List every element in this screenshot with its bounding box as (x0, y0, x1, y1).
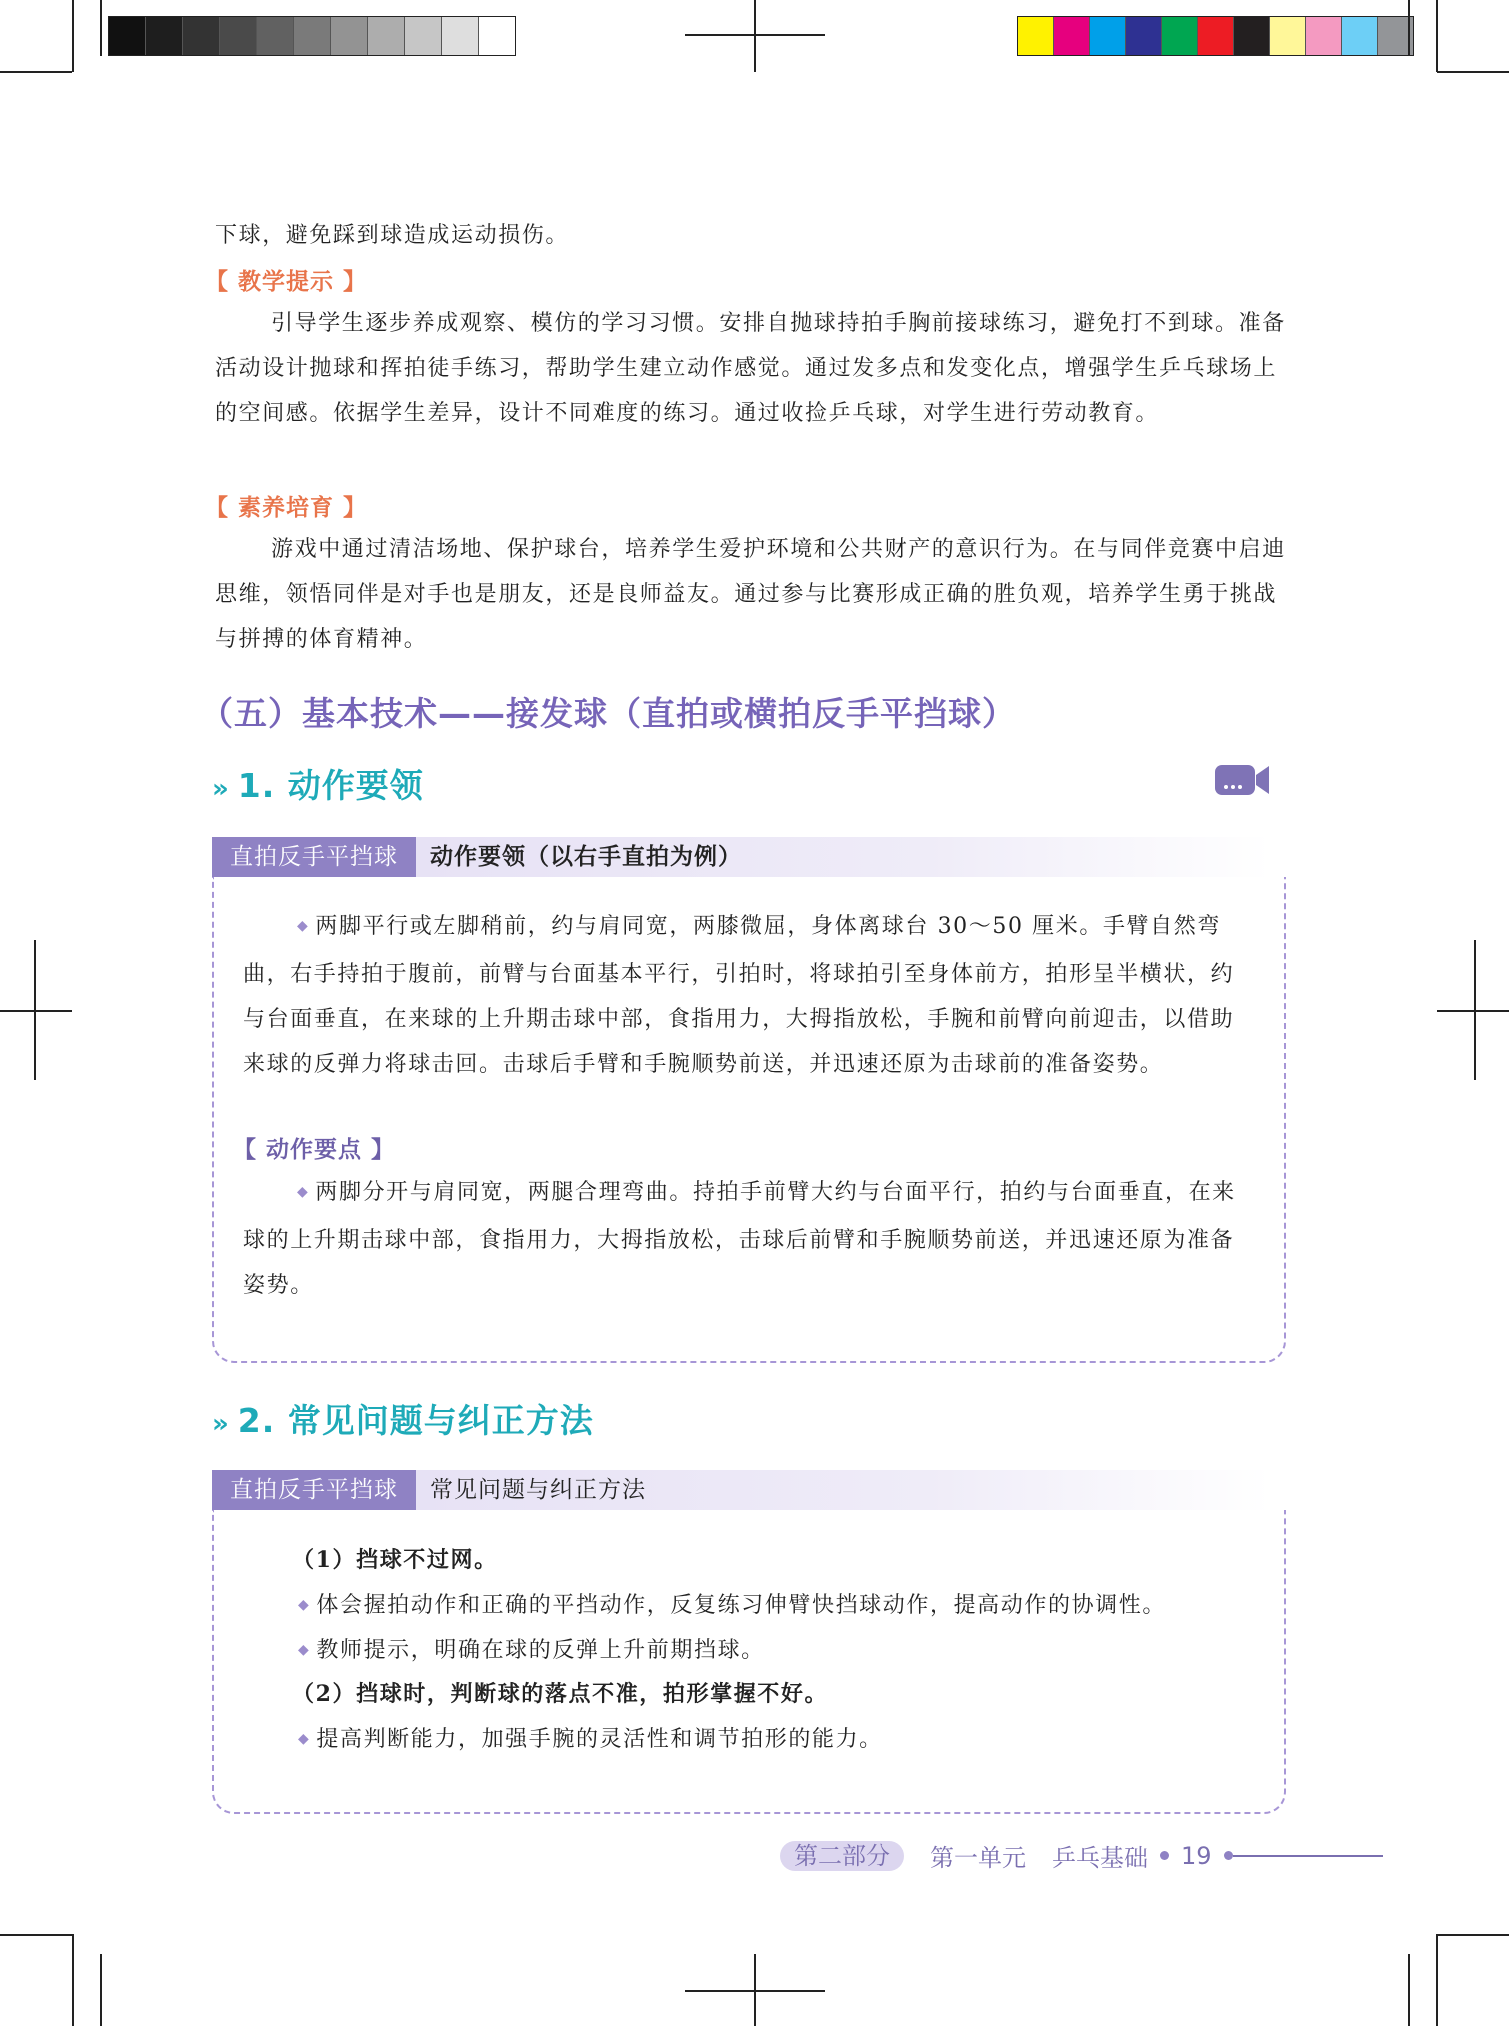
action-points-label: 【 动作要点 】 (233, 1137, 396, 1163)
footer-rule (1233, 1855, 1383, 1857)
footer-part: 第二部分 (780, 1841, 904, 1871)
subsection-1-heading (212, 760, 424, 807)
subsection-2-title: 2. 常见问题与纠正方法 (237, 1401, 594, 1440)
subsection-2-heading (212, 1395, 594, 1442)
literacy-label: 【 素养培育 】 (205, 495, 368, 521)
subsection-1-title: 1. 动作要领 (237, 766, 424, 805)
fix-1b (298, 1628, 1278, 1676)
intro-tail-text: 下球，避免踩到球造成运动损伤。 (215, 223, 570, 248)
fix-2a (298, 1717, 1278, 1765)
teaching-tip-text: 引导学生逐步养成观察、模仿的学习习惯。安排自抛球持拍手胸前接球练习，避免打不到球。准备活动设计抛球和挥拍徒手练习，帮助学生建立动作感觉。通过发多点和发变化点，增强学生乒乓球场上的空间感。依据学生差异，设计不同难度的练习。通过收捡乒乓球，对学生进行劳动教育。 (215, 311, 1286, 426)
box-2-tag: 直拍反手平挡球 (212, 1470, 416, 1510)
box-2-header (212, 1470, 1270, 1510)
video-camera-icon[interactable] (1214, 762, 1270, 798)
problem-2: （2）挡球时，判断球的落点不准，拍形掌握不好。 (292, 1681, 829, 1707)
footer-unit: 第一单元 (930, 1844, 1026, 1872)
fix-1a (298, 1583, 1278, 1631)
box-1-title: 动作要领（以右手直拍为例） (416, 837, 1270, 877)
footer-dot-icon (1224, 1851, 1233, 1860)
footer-dot-icon (1160, 1851, 1169, 1860)
diamond-bullet-icon: ◆ (298, 1642, 311, 1658)
chevron-right-icon: » (212, 774, 230, 804)
action-points-paragraph (243, 1170, 1253, 1308)
fix-2a-text: 提高判断能力，加强手腕的灵活性和调节拍形的能力。 (316, 1727, 883, 1752)
box-1-paragraph-text: 两脚平行或左脚稍前，约与肩同宽，两膝微屈，身体离球台 30～50 厘米。手臂自然弯曲，右手持拍于腹前，前臂与台面基本平行，引拍时，将球拍引至身体前方，拍形呈半横状，约与台面垂直，在来球的上升期击球中部，食指用力，大拇指放松，手腕和前臂向前迎击，以借助来球的反弹力将球击回。击球后手臂和手腕顺势前送，并迅速还原为击球前的准备姿势。 (243, 914, 1235, 1077)
page-footer (780, 1838, 1383, 1873)
literacy-text: 游戏中通过清洁场地、保护球台，培养学生爱护环境和公共财产的意识行为。在与同伴竞赛中启迪思维，领悟同伴是对手也是朋友，还是良师益友。通过参与比赛形成正确的胜负观，培养学生勇于挑战与拼搏的体育精神。 (215, 537, 1286, 652)
section-title: （五）基本技术——接发球（直拍或横拍反手平挡球） (200, 694, 1016, 733)
fix-1b-text: 教师提示，明确在球的反弹上升前期挡球。 (316, 1638, 765, 1663)
fix-1a-text: 体会握拍动作和正确的平挡动作，反复练习伸臂快挡球动作，提高动作的协调性。 (316, 1593, 1166, 1618)
diamond-bullet-icon: ◆ (298, 1597, 311, 1613)
chevron-right-icon: » (212, 1409, 230, 1439)
diamond-bullet-icon: ◆ (297, 918, 310, 934)
diamond-bullet-icon: ◆ (298, 1731, 311, 1747)
action-points-text: 两脚分开与肩同宽，两腿合理弯曲。持拍手前臂大约与台面平行，拍约与台面垂直，在来球的上升期击球中部，食指用力，大拇指放松，击球后前臂和手腕顺势前送，并迅速还原为准备姿势。 (243, 1180, 1236, 1298)
footer-topic: 乒乓基础 (1052, 1844, 1148, 1872)
diamond-bullet-icon: ◆ (297, 1184, 310, 1200)
box-2-title: 常见问题与纠正方法 (416, 1470, 1270, 1510)
page-number: 19 (1181, 1841, 1212, 1870)
color-calibration-bar (1017, 16, 1414, 56)
gray-calibration-bar (108, 16, 516, 56)
box-1-header (212, 837, 1270, 877)
problem-1: （1）挡球不过网。 (292, 1547, 498, 1573)
box-1-paragraph (243, 904, 1253, 1087)
teaching-tip-label: 【 教学提示 】 (205, 269, 368, 295)
box-1-tag: 直拍反手平挡球 (212, 837, 416, 877)
